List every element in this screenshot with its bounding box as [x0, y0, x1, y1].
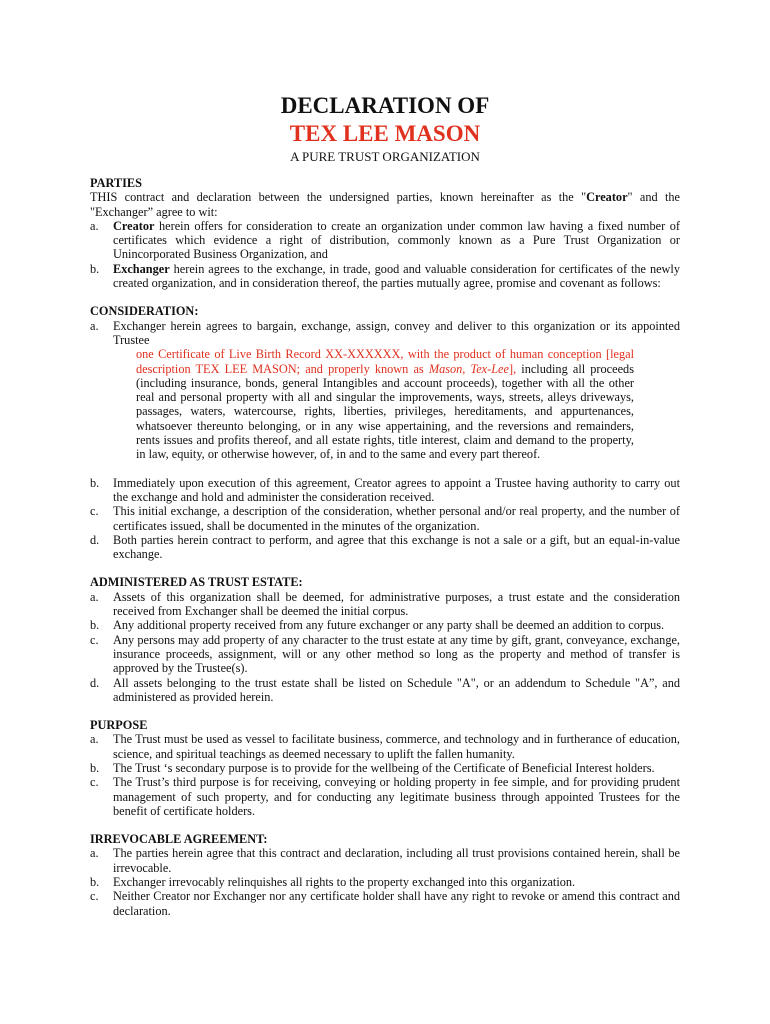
item-label: b.: [90, 875, 100, 890]
item-text: Any additional property received from any future exchanger or any party shall be deemed an addition to corpus.: [113, 618, 665, 633]
section-administered: [90, 575, 680, 704]
item-label: a.: [90, 732, 99, 747]
section-title: PARTIES: [90, 176, 142, 190]
legal-name: Mason, Tex-Lee: [428, 361, 509, 376]
item-text: [113, 219, 680, 262]
item-label: c.: [90, 504, 99, 519]
item-label: a.: [90, 846, 99, 861]
item-label: c.: [90, 632, 99, 647]
item-text: The Trust ‘s secondary purpose is to provide for the wellbeing of the Certificate of Beneficial Interest holders.: [113, 760, 655, 775]
list-item: [90, 732, 680, 761]
section-irrevocable: [90, 832, 680, 918]
section-title: ADMINISTERED AS TRUST ESTATE:: [90, 575, 303, 590]
document-title: DECLARATION OF: [280, 93, 490, 118]
document-body: [90, 176, 680, 932]
section-parties: [90, 176, 680, 290]
item-bold: Exchanger: [113, 261, 170, 276]
intro-text-end: " and the "Exchanger” agree to wit:: [90, 190, 680, 219]
section-purpose: [90, 718, 680, 818]
list-item: [90, 775, 680, 818]
item-label: c.: [90, 775, 99, 790]
item-text: The Trust must be used as vessel to facilitate business, commerce, and technology and in furtherance of education, science, and spiritual teachings as deemed necessary to uplift the fallen humanity.: [113, 732, 680, 761]
item-body: herein agrees to the exchange, in trade, good and valuable consideration for certificates of the newly created organization, and in consideration thereof, the parties mutually agree, promise and covenant as follows:: [113, 261, 680, 291]
list-item: [90, 875, 680, 889]
item-label: b.: [90, 475, 100, 490]
section-consideration: [90, 304, 680, 561]
item-label: b.: [90, 618, 100, 633]
list-item: [90, 262, 680, 291]
list-item: [90, 219, 680, 262]
item-text: The parties herein agree that this contract and declaration, including all trust provisions contained herein, shall be irrevocable.: [113, 846, 680, 875]
list-item: [90, 590, 680, 619]
item-text: Any persons may add property of any character to the trust estate at any time by gift, grant, conveyance, exchange, insurance proceeds, assignment, will or any other method so long as the property and method of transfer is approved by the Trustee(s).: [113, 632, 680, 676]
item-label: a.: [90, 218, 99, 233]
list-item: [90, 476, 680, 505]
list-item: [90, 618, 680, 632]
list-item: [90, 846, 680, 875]
legal-description-end: ],: [508, 361, 517, 376]
section-title: IRREVOCABLE AGREEMENT:: [90, 832, 268, 847]
item-bold: Creator: [113, 218, 155, 233]
item-label: c.: [90, 889, 99, 904]
item-label: d.: [90, 532, 100, 547]
intro-text: THIS contract and declaration between the undersigned parties, known hereinafter as the ": [90, 190, 587, 205]
list-item: [90, 761, 680, 775]
item-text: [113, 262, 680, 291]
item-label: d.: [90, 675, 100, 690]
list-item: [90, 889, 680, 918]
list-item: [90, 633, 680, 676]
item-text: Exchanger herein agrees to bargain, exchange, assign, convey and deliver to this organization or its appointed Trustee: [113, 318, 680, 347]
consideration-property-description: [136, 347, 634, 461]
item-text: Neither Creator nor Exchanger nor any certificate holder shall have any right to revoke or amend this contract and declaration.: [113, 889, 680, 918]
document-subtitle: A PURE TRUST ORGANIZATION: [290, 149, 480, 164]
item-label: b.: [90, 261, 100, 276]
item-label: b.: [90, 760, 100, 775]
list-item: [90, 319, 680, 348]
list-item: [90, 676, 680, 705]
item-text: Both parties herein contract to perform, and agree that this exchange is not a sale or a gift, but an equal-in-value exchange.: [113, 532, 680, 562]
intro-creator: Creator: [586, 190, 628, 205]
legal-description: one Certificate of Live Birth Record XX-XXXXXX, with the product of human conception [legal description TEX LEE MASON; and properly known as: [136, 347, 634, 376]
item-text: All assets belonging to the trust estate shall be listed on Schedule "A", or an addendum to Schedule "A”, and administered as provided herein.: [113, 675, 680, 704]
item-text: Exchanger irrevocably relinquishes all rights to the property exchanged into this organization.: [113, 875, 576, 890]
parties-intro: [90, 190, 680, 219]
item-text: Immediately upon execution of this agreement, Creator agrees to appoint a Trustee having authority to carry out the exchange and hold and administer the consideration received.: [113, 475, 680, 504]
section-title: PURPOSE: [90, 718, 148, 733]
trust-name-title: TEX LEE MASON: [289, 121, 481, 146]
item-label: a.: [90, 318, 99, 333]
section-title: CONSIDERATION:: [90, 304, 199, 319]
item-text: Assets of this organization shall be deemed, for administrative purposes, a trust estate and the consideration received from Exchanger shall be deemed the initial corpus.: [113, 589, 680, 619]
list-item: [90, 504, 680, 533]
item-text: This initial exchange, a description of the consideration, whether personal and/or real property, and the number of certificates issued, shall be documented in the minutes of the organization.: [113, 504, 680, 533]
property-details: including all proceeds (including insurance, bonds, general Intangibles and account proceeds), together with all the other real and personal property with all and singular the improvements, ways, streets, alleys driveways, passages, waters, watercourse, rights, liberties, privileges, hereditaments, and appurtenances, whatsoever thereunto belonging, or in any wise appertaining, and the reversions and remainders, rents issues and profits thereof, and all estate rights, title interest, claim and demand to the property, in law, equity, or otherwise however, of, in and to the same and every part thereof.: [136, 361, 634, 462]
list-item: [90, 533, 680, 562]
item-label: a.: [90, 589, 99, 604]
item-body: herein offers for consideration to create an organization under common law having a fixed number of certificates which evidence a right of distribution, commonly known as a Pure Trust Organization or Unincorporated Business Organization, and: [113, 218, 680, 262]
item-text: The Trust’s third purpose is for receiving, conveying or holding property in fee simple, and for providing prudent management of such property, and for conducting any legitimate business through appointed Trustees for the benefit of certificate holders.: [113, 775, 680, 818]
